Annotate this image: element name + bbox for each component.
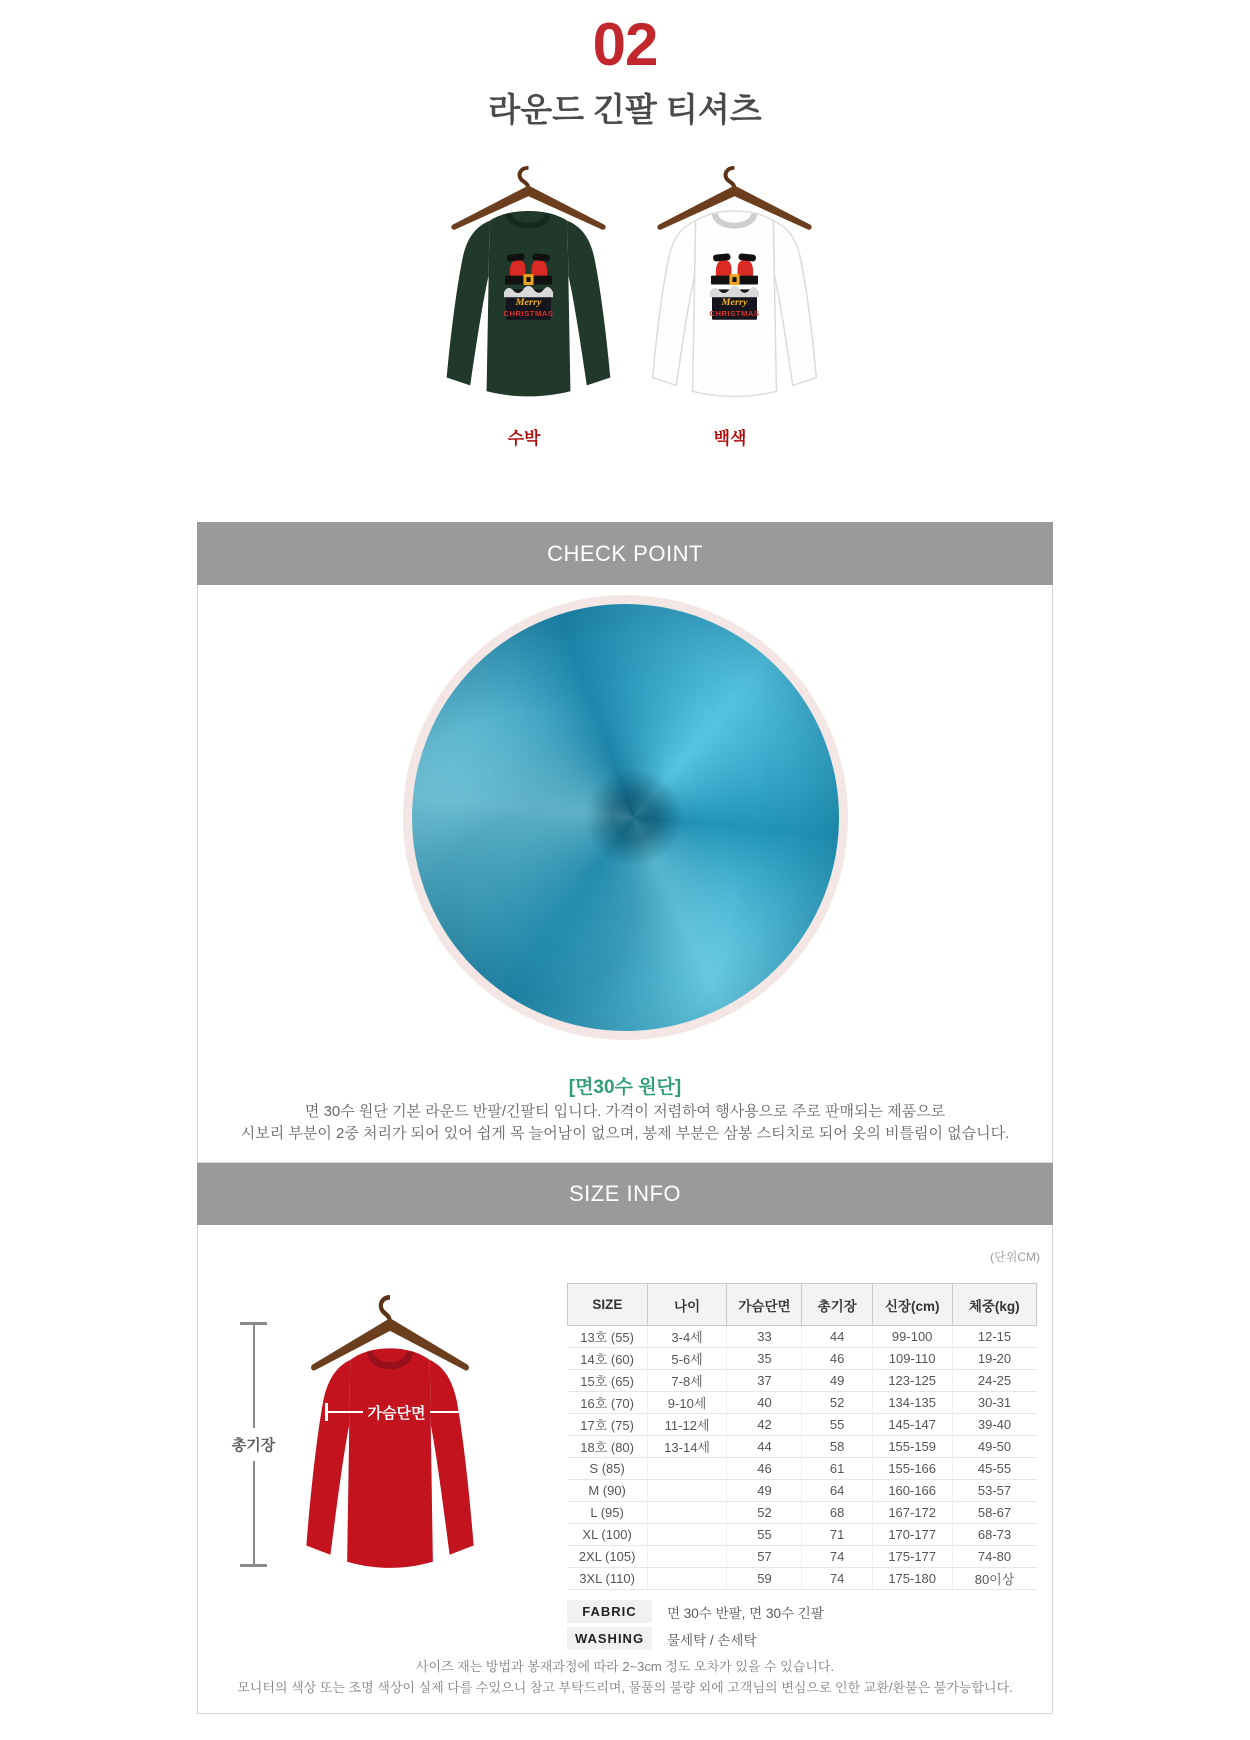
- table-cell: 9-10세: [647, 1392, 727, 1414]
- table-header-cell: 나이: [647, 1284, 727, 1326]
- table-cell: 35: [727, 1348, 802, 1370]
- table-cell: 123-125: [872, 1370, 952, 1392]
- table-cell: 52: [727, 1502, 802, 1524]
- table-row: [568, 1414, 1037, 1436]
- table-cell: 175-180: [872, 1568, 952, 1590]
- svg-text:Merry: Merry: [721, 297, 748, 308]
- table-cell: 58-67: [952, 1502, 1036, 1524]
- table-cell: 42: [727, 1414, 802, 1436]
- size-info-band: [197, 1163, 1053, 1225]
- footer-note-line2: 모니터의 색상 또는 조명 색상이 실제 다를 수있으니 참고 부탁드리며, 물품의 불량 외에 고객님의 변심으로 인한 교환/환불은 불가능합니다.: [237, 1680, 1013, 1695]
- color-name-label: 수박: [507, 429, 541, 448]
- table-cell: 134-135: [872, 1392, 952, 1414]
- table-cell: 99-100: [872, 1326, 952, 1348]
- table-cell: 64: [802, 1480, 872, 1502]
- table-cell: 12-15: [952, 1326, 1036, 1348]
- table-row: [568, 1546, 1037, 1568]
- table-cell: 55: [802, 1414, 872, 1436]
- chest-measurement-line: [325, 1402, 468, 1422]
- table-cell: 17호 (75): [568, 1414, 648, 1436]
- measure-segment: [430, 1411, 465, 1413]
- table-cell: 109-110: [872, 1348, 952, 1370]
- table-cell: 3-4세: [647, 1326, 727, 1348]
- table-header-cell: SIZE: [568, 1284, 648, 1326]
- table-cell: 46: [727, 1458, 802, 1480]
- table-cell: 68: [802, 1502, 872, 1524]
- table-cell: 19-20: [952, 1348, 1036, 1370]
- footer-note-line1: 사이즈 재는 방법과 봉재과정에 따라 2~3cm 정도 오차가 있을 수 있습니다.: [415, 1659, 835, 1674]
- table-cell: 80이상: [952, 1568, 1036, 1590]
- table-cell: 3XL (110): [568, 1568, 648, 1590]
- table-cell: [647, 1480, 727, 1502]
- measure-segment: [253, 1325, 255, 1428]
- measure-cap: [465, 1403, 468, 1421]
- table-row: [568, 1370, 1037, 1392]
- table-cell: 74-80: [952, 1546, 1036, 1568]
- table-header-cell: 가슴단면: [727, 1284, 802, 1326]
- product-image-white-shirt: [622, 160, 847, 405]
- table-cell: 68-73: [952, 1524, 1036, 1546]
- svg-text:CHRISTMAS: CHRISTMAS: [503, 308, 554, 318]
- table-cell: 49-50: [952, 1436, 1036, 1458]
- table-cell: 33: [727, 1326, 802, 1348]
- table-cell: 61: [802, 1458, 872, 1480]
- measure-segment: [328, 1411, 363, 1413]
- table-cell: 37: [727, 1370, 802, 1392]
- fabric-description-line1: 면 30수 원단 기본 라운드 반팔/긴팔티 입니다. 가격이 저렴하여 행사용으로 주로 판매되는 제품으로: [304, 1103, 946, 1120]
- table-cell: [647, 1524, 727, 1546]
- section-number: 02: [592, 11, 658, 78]
- table-cell: 18호 (80): [568, 1436, 648, 1458]
- washing-spec-row: [567, 1627, 757, 1650]
- size-guide-shirt-image: [275, 1288, 505, 1578]
- table-cell: 14호 (60): [568, 1348, 648, 1370]
- table-cell: M (90): [568, 1480, 648, 1502]
- page-title: 라운드 긴팔 티셔츠: [488, 91, 762, 128]
- table-cell: 49: [802, 1370, 872, 1392]
- length-measurement-line: [231, 1322, 276, 1567]
- size-table-header: [568, 1284, 1037, 1326]
- table-cell: 40: [727, 1392, 802, 1414]
- measure-segment: [253, 1461, 255, 1564]
- table-cell: [647, 1458, 727, 1480]
- table-cell: 55: [727, 1524, 802, 1546]
- table-row: [568, 1480, 1037, 1502]
- table-cell: 15호 (65): [568, 1370, 648, 1392]
- washing-spec-label: WASHING: [567, 1627, 652, 1650]
- table-cell: 74: [802, 1546, 872, 1568]
- table-cell: L (95): [568, 1502, 648, 1524]
- table-row: [568, 1326, 1037, 1348]
- table-cell: 155-166: [872, 1458, 952, 1480]
- size-info-band-label: SIZE INFO: [568, 1181, 682, 1206]
- color-name-label: 백색: [713, 429, 747, 448]
- table-row: [568, 1524, 1037, 1546]
- table-cell: S (85): [568, 1458, 648, 1480]
- table-header-cell: 체중(kg): [952, 1284, 1036, 1326]
- check-point-band-label: CHECK POINT: [547, 540, 703, 566]
- table-cell: 145-147: [872, 1414, 952, 1436]
- table-cell: [647, 1546, 727, 1568]
- table-cell: 44: [802, 1326, 872, 1348]
- table-cell: 7-8세: [647, 1370, 727, 1392]
- table-cell: [647, 1502, 727, 1524]
- table-row: [568, 1348, 1037, 1370]
- table-cell: 45-55: [952, 1458, 1036, 1480]
- table-cell: 30-31: [952, 1392, 1036, 1414]
- fabric-spec-value: 면 30수 반팔, 면 30수 긴팔: [667, 1605, 824, 1621]
- table-cell: 53-57: [952, 1480, 1036, 1502]
- product-image-green-shirt: [416, 160, 641, 405]
- table-cell: 13호 (55): [568, 1326, 648, 1348]
- table-cell: 170-177: [872, 1524, 952, 1546]
- tshirt-shape: [306, 1348, 473, 1568]
- table-row: [568, 1392, 1037, 1414]
- table-cell: 71: [802, 1524, 872, 1546]
- table-cell: 52: [802, 1392, 872, 1414]
- table-cell: 2XL (105): [568, 1546, 648, 1568]
- table-header-cell: 신장(cm): [872, 1284, 952, 1326]
- table-cell: 155-159: [872, 1436, 952, 1458]
- table-cell: 39-40: [952, 1414, 1036, 1436]
- table-row: [568, 1458, 1037, 1480]
- table-row: [568, 1568, 1037, 1590]
- table-cell: 44: [727, 1436, 802, 1458]
- fabric-description-line2: 시보리 부분이 2중 처리가 되어 있어 쉽게 목 늘어남이 없으며, 봉제 부분은 삼봉 스티치로 되어 옷의 비틀림이 없습니다.: [240, 1125, 1010, 1142]
- table-cell: 59: [727, 1568, 802, 1590]
- check-point-band: [197, 522, 1053, 585]
- size-table-body: [568, 1326, 1037, 1590]
- table-cell: 16호 (70): [568, 1392, 648, 1414]
- size-table: [567, 1283, 1037, 1590]
- fabric-spec-label: FABRIC: [567, 1600, 652, 1623]
- table-cell: 5-6세: [647, 1348, 727, 1370]
- fabric-closeup-image: [403, 595, 848, 1040]
- measure-cap: [240, 1564, 267, 1567]
- table-cell: 167-172: [872, 1502, 952, 1524]
- table-header-row: [568, 1284, 1037, 1326]
- svg-text:CHRISTMAS: CHRISTMAS: [709, 308, 760, 318]
- unit-note: (단위CM): [990, 1250, 1040, 1264]
- table-cell: XL (100): [568, 1524, 648, 1546]
- table-header-cell: 총기장: [802, 1284, 872, 1326]
- fabric-heading: [면30수 원단]: [568, 1077, 682, 1098]
- washing-spec-value: 물세탁 / 손세탁: [667, 1632, 757, 1648]
- table-cell: 13-14세: [647, 1436, 727, 1458]
- table-cell: 46: [802, 1348, 872, 1370]
- fabric-spec-row: [567, 1600, 824, 1623]
- table-cell: 160-166: [872, 1480, 952, 1502]
- table-cell: 58: [802, 1436, 872, 1458]
- table-cell: 49: [727, 1480, 802, 1502]
- table-cell: 11-12세: [647, 1414, 727, 1436]
- table-cell: [647, 1568, 727, 1590]
- table-cell: 57: [727, 1546, 802, 1568]
- table-cell: 74: [802, 1568, 872, 1590]
- table-row: [568, 1502, 1037, 1524]
- length-measure-label: 총기장: [231, 1437, 276, 1454]
- svg-text:Merry: Merry: [515, 297, 542, 308]
- table-cell: 175-177: [872, 1546, 952, 1568]
- table-row: [568, 1436, 1037, 1458]
- chest-measure-label: 가슴단면: [367, 1404, 426, 1422]
- table-cell: 24-25: [952, 1370, 1036, 1392]
